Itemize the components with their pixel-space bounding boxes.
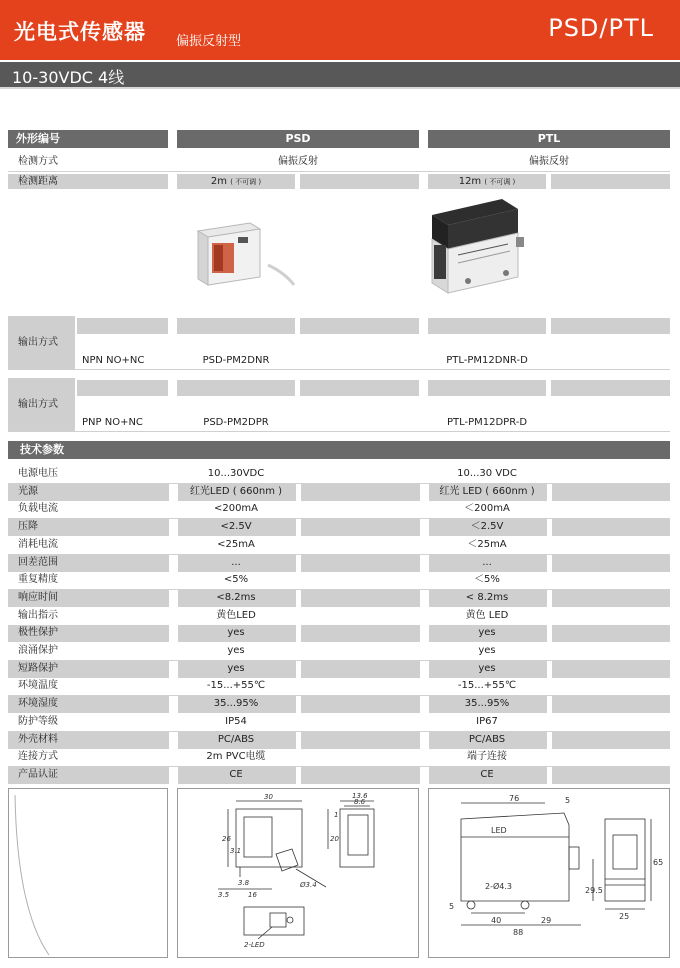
- distance-psd: 2m ( 不可调 ): [210, 176, 262, 187]
- dim-text: 13.6: [352, 792, 368, 800]
- tech-row-ptl: 端子连接: [467, 751, 507, 762]
- psd-lens: [244, 817, 272, 857]
- tech-row-psd: <2.5V: [220, 521, 252, 532]
- tech-row-label: 响应时间: [18, 592, 58, 603]
- tech-row-ptl: < 8.2ms: [465, 592, 509, 603]
- dim-text: 29: [541, 916, 552, 925]
- cell-bg: [428, 380, 546, 396]
- voltage-bar: [0, 62, 680, 89]
- tech-row-psd: <200mA: [213, 503, 259, 514]
- tech-row-label: 连接方式: [18, 751, 58, 762]
- dim-text: 16: [248, 891, 257, 899]
- cell-bg: [177, 380, 295, 396]
- tech-row-psd: 黄色LED: [216, 610, 256, 621]
- dim-text: 25: [619, 912, 630, 921]
- tech-row-psd: ...: [231, 557, 241, 568]
- pnp-psd-model: PSD-PM2DPR: [203, 417, 269, 428]
- dim-text: Ø3.4: [300, 881, 317, 889]
- tech-row-label: 短路保护: [18, 663, 58, 674]
- cell-bg: [551, 174, 670, 189]
- tech-row-psd: <25mA: [217, 539, 255, 550]
- row-gap: [547, 767, 552, 784]
- tech-row-psd: <5%: [223, 574, 249, 585]
- tech-row-label: 浪涌保护: [18, 645, 58, 656]
- page-title: 光电式传感器: [14, 20, 146, 44]
- header-banner: [0, 0, 680, 60]
- row-bg: [8, 661, 670, 678]
- dim-text: 76: [509, 794, 520, 803]
- tech-row-ptl: -15...+55℃: [457, 680, 517, 691]
- psd-cable-gland: [276, 849, 298, 871]
- row-gap: [296, 484, 301, 501]
- detect-method-label: 检测方式: [18, 156, 58, 167]
- row-gap: [547, 555, 552, 572]
- row-bg: [8, 555, 670, 572]
- tech-row-psd: <8.2ms: [216, 592, 256, 603]
- row-gap: [547, 696, 552, 713]
- cell-bg: [551, 380, 670, 396]
- psd-side-outline: [340, 809, 374, 867]
- row-gap: [547, 732, 552, 749]
- tech-row-ptl: ＜25mA: [467, 539, 507, 550]
- dim-text: 8.6: [354, 798, 366, 806]
- dim-text: 40: [491, 916, 502, 925]
- divider: [8, 431, 670, 432]
- dim-text: 2-Ø4.3: [485, 882, 512, 891]
- row-gap: [547, 519, 552, 536]
- tech-row-ptl: yes: [478, 645, 496, 656]
- dim-text: 5: [449, 902, 455, 911]
- tech-row-label: 防护等级: [18, 716, 58, 727]
- tech-row-ptl: 10...30 VDC: [457, 468, 517, 479]
- dim-text: 65: [653, 858, 664, 867]
- tech-row-label: 压降: [18, 521, 38, 532]
- tech-row-label: 重复精度: [18, 574, 58, 585]
- row-bg: [8, 696, 670, 713]
- output-method-label-2: 输出方式: [18, 399, 58, 410]
- tech-row-ptl: 黄色 LED: [465, 610, 509, 621]
- col-header-ptl: PTL: [428, 130, 670, 148]
- row-gap: [547, 484, 552, 501]
- dim-text: 3.5: [218, 891, 230, 899]
- distance-label: 检测距离: [18, 176, 58, 187]
- row-gap: [547, 625, 552, 642]
- row-gap: [296, 625, 301, 642]
- cell-bg: [300, 174, 419, 189]
- cell-bg: [77, 318, 168, 334]
- tech-row-ptl: 35...95%: [464, 698, 510, 709]
- tech-row-ptl: ＜200mA: [464, 503, 510, 514]
- tech-row-ptl: yes: [478, 627, 496, 638]
- dim-text: 88: [513, 928, 524, 937]
- tech-row-ptl: CE: [480, 769, 494, 780]
- tech-row-ptl: PC/ABS: [468, 734, 506, 745]
- cell-bg: [428, 318, 546, 334]
- npn-ptl-model: PTL-PM12DNR-D: [446, 355, 528, 366]
- npn-type: NPN NO+NC: [82, 355, 145, 366]
- tech-row-psd: -15...+55℃: [206, 680, 266, 691]
- tech-row-psd: CE: [229, 769, 243, 780]
- voltage-text: 10-30VDC 4线: [12, 68, 125, 87]
- ptl-front-outline: [605, 819, 645, 901]
- dim-text: 3.8: [238, 879, 250, 887]
- psd-dimension-drawing: [177, 788, 419, 958]
- tech-row-ptl: 红光 LED ( 660nm ): [439, 486, 535, 497]
- col-header-psd: PSD: [177, 130, 419, 148]
- dim-text: 20: [330, 835, 339, 843]
- tech-row-ptl: yes: [478, 663, 496, 674]
- cell-bg: [551, 318, 670, 334]
- pnp-type: PNP NO+NC: [82, 417, 143, 428]
- led-label: 2-LED: [244, 941, 265, 949]
- tech-row-psd: yes: [227, 627, 245, 638]
- tech-row-psd: 35...95%: [213, 698, 259, 709]
- divider: [8, 171, 670, 172]
- dim-text: 29.5: [585, 886, 603, 895]
- row-gap: [296, 590, 301, 607]
- dim-text: 3.1: [230, 847, 242, 855]
- cell-bg: [177, 318, 295, 334]
- cell-bg: [300, 318, 419, 334]
- tech-row-psd: yes: [227, 663, 245, 674]
- tech-row-ptl: ＜2.5V: [470, 521, 504, 532]
- row-gap: [296, 519, 301, 536]
- tech-row-label: 产品认证: [18, 769, 58, 780]
- tech-row-label: 光源: [18, 486, 38, 497]
- dim-text: 30: [264, 793, 273, 801]
- ptl-dimension-drawing: [428, 788, 670, 958]
- tech-row-psd: 红光LED ( 660nm ): [189, 486, 283, 497]
- pnp-ptl-model: PTL-PM12DPR-D: [446, 417, 528, 428]
- row-gap: [547, 590, 552, 607]
- row-gap: [547, 661, 552, 678]
- ptl-side-outline: [461, 813, 569, 901]
- psd-top-outline: [244, 907, 304, 935]
- cell-bg: [77, 380, 168, 396]
- tech-row-label: 外壳材料: [18, 734, 58, 745]
- dim-text: 5: [565, 796, 571, 805]
- section-label-shape: 外形编号: [8, 130, 168, 148]
- tech-row-psd: yes: [227, 645, 245, 656]
- cell-bg: [300, 380, 419, 396]
- tech-row-label: 环境温度: [18, 680, 58, 691]
- tech-row-psd: 10...30VDC: [207, 468, 265, 479]
- row-bg: [8, 519, 670, 536]
- row-bg: [8, 484, 670, 501]
- tech-row-label: 输出指示: [18, 610, 58, 621]
- row-bg: [8, 767, 670, 784]
- row-bg: [8, 732, 670, 749]
- divider: [8, 369, 670, 370]
- tech-row-psd: PC/ABS: [217, 734, 255, 745]
- tech-row-ptl: ...: [482, 557, 492, 568]
- dim-text: 26: [222, 835, 231, 843]
- tech-row-ptl: ＜5%: [474, 574, 500, 585]
- row-gap: [296, 661, 301, 678]
- blank-drawing-box: [8, 788, 168, 958]
- output-method-label: 输出方式: [18, 337, 58, 348]
- row-gap: [296, 732, 301, 749]
- tech-row-psd: 2m PVC电缆: [206, 751, 266, 762]
- tech-row-label: 环境湿度: [18, 698, 58, 709]
- ptl-connector: [569, 847, 579, 869]
- row-gap: [296, 555, 301, 572]
- detect-method-ptl: 偏振反射: [529, 156, 569, 167]
- tech-row-label: 电源电压: [18, 468, 58, 479]
- tech-row-label: 负载电流: [18, 503, 58, 514]
- tech-row-label: 极性保护: [18, 627, 58, 638]
- model-code: PSD/PTL: [548, 14, 654, 42]
- tech-row-label: 回差范围: [18, 557, 58, 568]
- dim-text: 1: [334, 811, 339, 819]
- tech-row-psd: IP54: [225, 716, 247, 727]
- distance-ptl: 12m ( 不可调 ): [458, 176, 516, 187]
- tech-row-label: 消耗电流: [18, 539, 58, 550]
- ptl-product-image: [428, 193, 528, 303]
- tech-row-ptl: IP67: [476, 716, 498, 727]
- detect-method-psd: 偏振反射: [278, 156, 318, 167]
- psd-product-image: [190, 215, 295, 295]
- psd-front-outline: [236, 809, 302, 867]
- led-label: LED: [491, 826, 507, 835]
- page-subtitle: 偏振反射型: [176, 34, 242, 49]
- tech-section-header: 技术参数: [8, 441, 670, 459]
- row-gap: [296, 767, 301, 784]
- npn-psd-model: PSD-PM2DNR: [202, 355, 270, 366]
- row-bg: [8, 590, 670, 607]
- row-bg: [8, 625, 670, 642]
- row-gap: [296, 696, 301, 713]
